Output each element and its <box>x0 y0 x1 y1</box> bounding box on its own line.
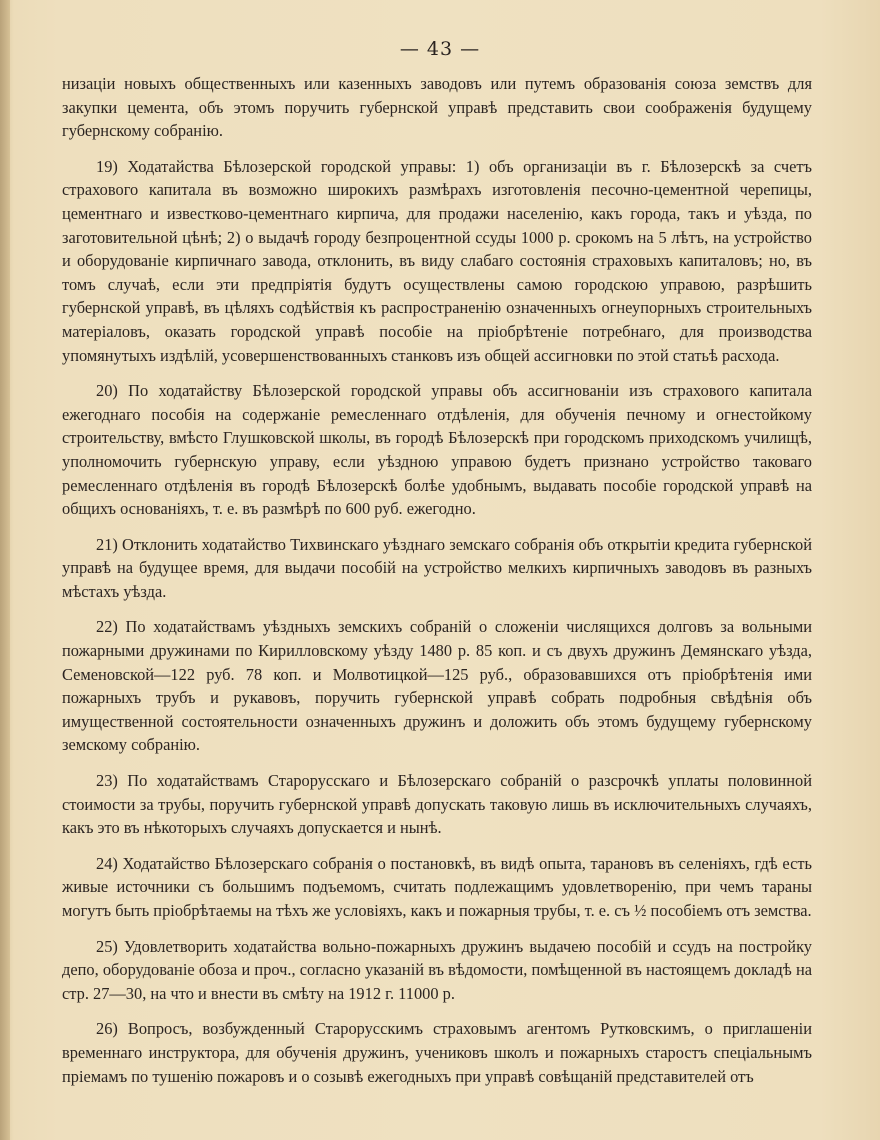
body-text <box>62 72 812 1100</box>
page-number: — 43 — <box>399 38 481 60</box>
paragraph-26: 26) Вопросъ, возбужденный Старорусскимъ страховымъ агентомъ Рутковскимъ, о приглашеніи временнаго инструктора, для обученія дружинъ, учениковъ школъ и пожарныхъ старостъ спеціальнымъ пріемамъ по тушенію пожаровъ и о созывѣ ежегодныхъ при управѣ совѣщаній представителей отъ <box>62 1019 812 1086</box>
paragraph-continuation: низаціи новыхъ общественныхъ или казенныхъ заводовъ или путемъ образованія союза земствъ для закупки цемента, объ этомъ поручить губернской управѣ представить свои соображенія будущему губернскому собранію. <box>62 74 812 141</box>
paragraph-24: 24) Ходатайство Бѣлозерскаго собранія о постановкѣ, въ видѣ опыта, тарановъ въ селеніяхъ, гдѣ есть живые источники съ большимъ подъемомъ, считать подлежащимъ удовлетворенію, при чемъ тараны могутъ быть пріобрѣтаемы на тѣхъ же условіяхъ, какъ и пожарныя трубы, т. е. съ ½ пособіемъ отъ земства. <box>62 853 812 920</box>
paragraph-22: 22) По ходатайствамъ уѣздныхъ земскихъ собраній о сложеніи числящихся долговъ за вольными пожарными дружинами по Кирилловскому уѣзду 1480 р. 85 коп. и съ двухъ дружинъ Демянскаго уѣзда, Семеновской—122 руб. 78 коп. и Молвотицкой—125 руб., образовавшихся отъ пріобрѣтенія ими пожарныхъ трубъ и рукавовъ, поручить губернской управѣ собрать подробныя свѣдѣнія объ имущественной состоятельности означенныхъ дружинъ и доложить объ этомъ будущему губернскому земскому собранію. <box>62 617 812 755</box>
paragraph-20: 20) По ходатайству Бѣлозерской городской управы объ ассигнованіи изъ страхового капитала ежегоднаго пособія на содержаніе ремесленнаго отдѣленія, для обученія печному и огнестойкому строительству, вмѣсто Глушковской школы, въ городѣ Бѣлозерскѣ при городскомъ приходскомъ училищѣ, уполномочить губернскую управу, если уѣздною управою будетъ признано устройство таковаго ремесленнаго отдѣленія въ городѣ Бѣлозерскѣ болѣе удобнымъ, выдавать пособіе городской управѣ на общихъ основаніяхъ, т. е. въ размѣрѣ по 600 руб. ежегодно. <box>62 381 812 519</box>
paragraph-19: 19) Ходатайства Бѣлозерской городской управы: 1) объ организаціи въ г. Бѣлозерскѣ за счетъ страхового капитала въ возможно широкихъ размѣрахъ изготовленія песочно-цементной черепицы, цементнаго и известково-цементнаго кирпича, для продажи населенію, какъ города, такъ и уѣзда, по заготовительной цѣнѣ; 2) о выдачѣ городу безпроцентной ссуды 1000 р. срокомъ на 5 лѣтъ, на устройство и оборудованіе кирпичнаго завода, отклонить, въ виду слабаго состоянія страховыхъ капиталовъ; но, въ томъ случаѣ, если эти предпріятія будутъ осуществлены самою городскою управою, разрѣшить губернской управѣ, въ цѣляхъ содѣйствія къ распространенію означенныхъ огнеупорныхъ строительныхъ матеріаловъ, оказать городской управѣ пособіе на пріобрѣтеніе потребнаго, для производства упомянутыхъ издѣлій, усовершенствованныхъ станковъ изъ общей ассигновки по этой статьѣ расхода. <box>62 156 812 365</box>
paragraph-25: 25) Удовлетворить ходатайства вольно-пожарныхъ дружинъ выдачею пособій и ссудъ на постройку депо, оборудованіе обоза и проч., согласно указаній въ вѣдомости, помѣщенной въ настоящемъ докладѣ на стр. 27—30, на что и внести въ смѣту на 1912 г. 11000 р. <box>62 936 812 1003</box>
paragraph-23: 23) По ходатайствамъ Старорусскаго и Бѣлозерскаго собраній о разсрочкѣ уплаты половинной стоимости за трубы, поручить губернской управѣ допускать таковую лишь въ исключительныхъ случаяхъ, какъ это въ нѣкоторыхъ случаяхъ допускается и нынѣ. <box>62 771 812 838</box>
paragraph-21: 21) Отклонить ходатайство Тихвинскаго уѣзднаго земскаго собранія объ открытіи кредита губернской управѣ на будущее время, для выдачи пособій на устройство мелкихъ кирпичныхъ заводовъ въ разныхъ мѣстахъ уѣзда. <box>62 534 812 601</box>
page-gutter <box>0 0 10 1140</box>
